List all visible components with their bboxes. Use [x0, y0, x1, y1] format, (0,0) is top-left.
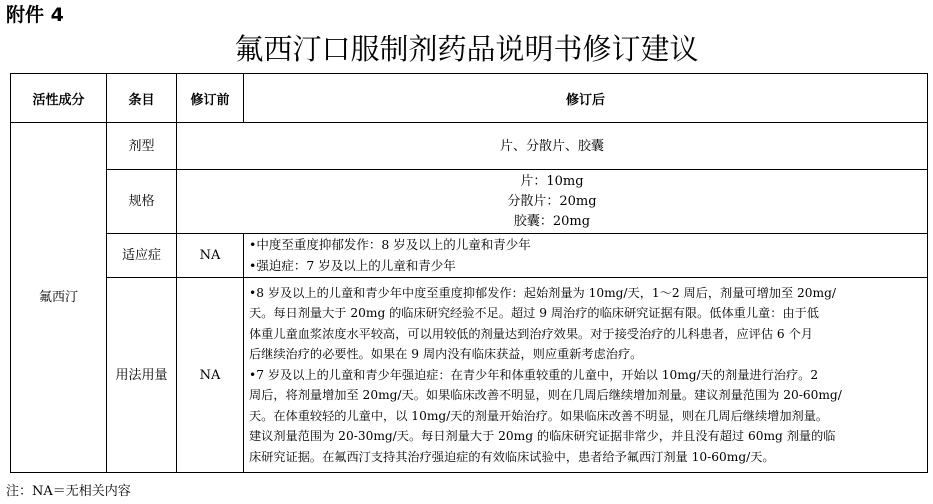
ingredient-cell: 氟西汀 [11, 123, 107, 473]
item-spec: 规格 [107, 170, 177, 234]
table-row [11, 278, 928, 473]
item-usage: 用法用量 [107, 278, 177, 473]
item-indication: 适应症 [107, 234, 177, 278]
header-ingredient: 活性成分 [11, 74, 107, 123]
table-row [11, 234, 928, 278]
usage-line: 天。在体重较轻的儿童中，以 10mg/天的剂量开始治疗。如果临床改善不明显，则在几周后继续增加剂量。 [249, 408, 829, 423]
usage-line: 天。每日剂量大于 20mg 的临床研究经验不足。超过 9 周治疗的临床研究证据有限。低体重儿童：由于低 [249, 306, 819, 321]
attachment-label: 附件 4 [6, 4, 64, 26]
revision-table [10, 73, 928, 473]
item-dosage-form: 剂型 [107, 123, 177, 170]
header-before: 修订前 [177, 74, 244, 123]
table-header-row [11, 74, 928, 123]
table-row [11, 123, 928, 170]
usage-line: •7 岁及以上的儿童和青少年强迫症：在青少年和体重较重的儿童中，开始以 10mg/天的剂量进行治疗。2 [249, 367, 819, 382]
usage-line: 后继续治疗的必要性。如果在 9 周内没有临床获益，则应重新考虑治疗。 [249, 347, 643, 362]
usage-line: 建议剂量范围为 20-30mg/天。每日剂量大于 20mg 的临床研究证据非常少，并且没有超过 60mg 剂量的临 [249, 429, 836, 444]
table-row [11, 170, 928, 234]
indication-line: •强迫症：7 岁及以上的儿童和青少年 [249, 257, 456, 273]
usage-line: •8 岁及以上的儿童和青少年中度至重度抑郁发作：起始剂量为 10mg/天，1～2 周后，剂量可增加至 20mg/ [249, 285, 837, 300]
usage-line: 床研究证据。在氟西汀支持其治疗强迫症的有效临床试验中，患者给予氟西汀剂量 10-60mg/天。 [249, 449, 775, 464]
after-spec [177, 170, 928, 234]
after-indication [244, 234, 928, 278]
header-item: 条目 [107, 74, 177, 123]
usage-line: 周后，将剂量增加至 20mg/天。如果临床改善不明显，则在几周后继续增加剂量。建议剂量范围为 20-60mg/ [249, 388, 842, 403]
before-usage: NA [177, 278, 244, 473]
header-after: 修订后 [244, 74, 928, 123]
usage-line: 体重儿童血浆浓度水平较高，可以用较低的剂量达到治疗效果。对于接受治疗的儿科患者，应评估 6 个月 [249, 326, 813, 341]
spec-line: 分散片：20mg [507, 193, 597, 209]
after-dosage-form: 片、分散片、胶囊 [177, 123, 928, 170]
after-usage [244, 278, 928, 473]
spec-line: 胶囊：20mg [513, 213, 591, 229]
footnote: 注：NA＝无相关内容 [6, 484, 131, 499]
spec-line: 片：10mg [520, 173, 584, 189]
before-indication: NA [177, 234, 244, 278]
indication-line: •中度至重度抑郁发作：8 岁及以上的儿童和青少年 [249, 237, 531, 252]
document-title: 氟西汀口服制剂药品说明书修订建议 [234, 32, 699, 66]
